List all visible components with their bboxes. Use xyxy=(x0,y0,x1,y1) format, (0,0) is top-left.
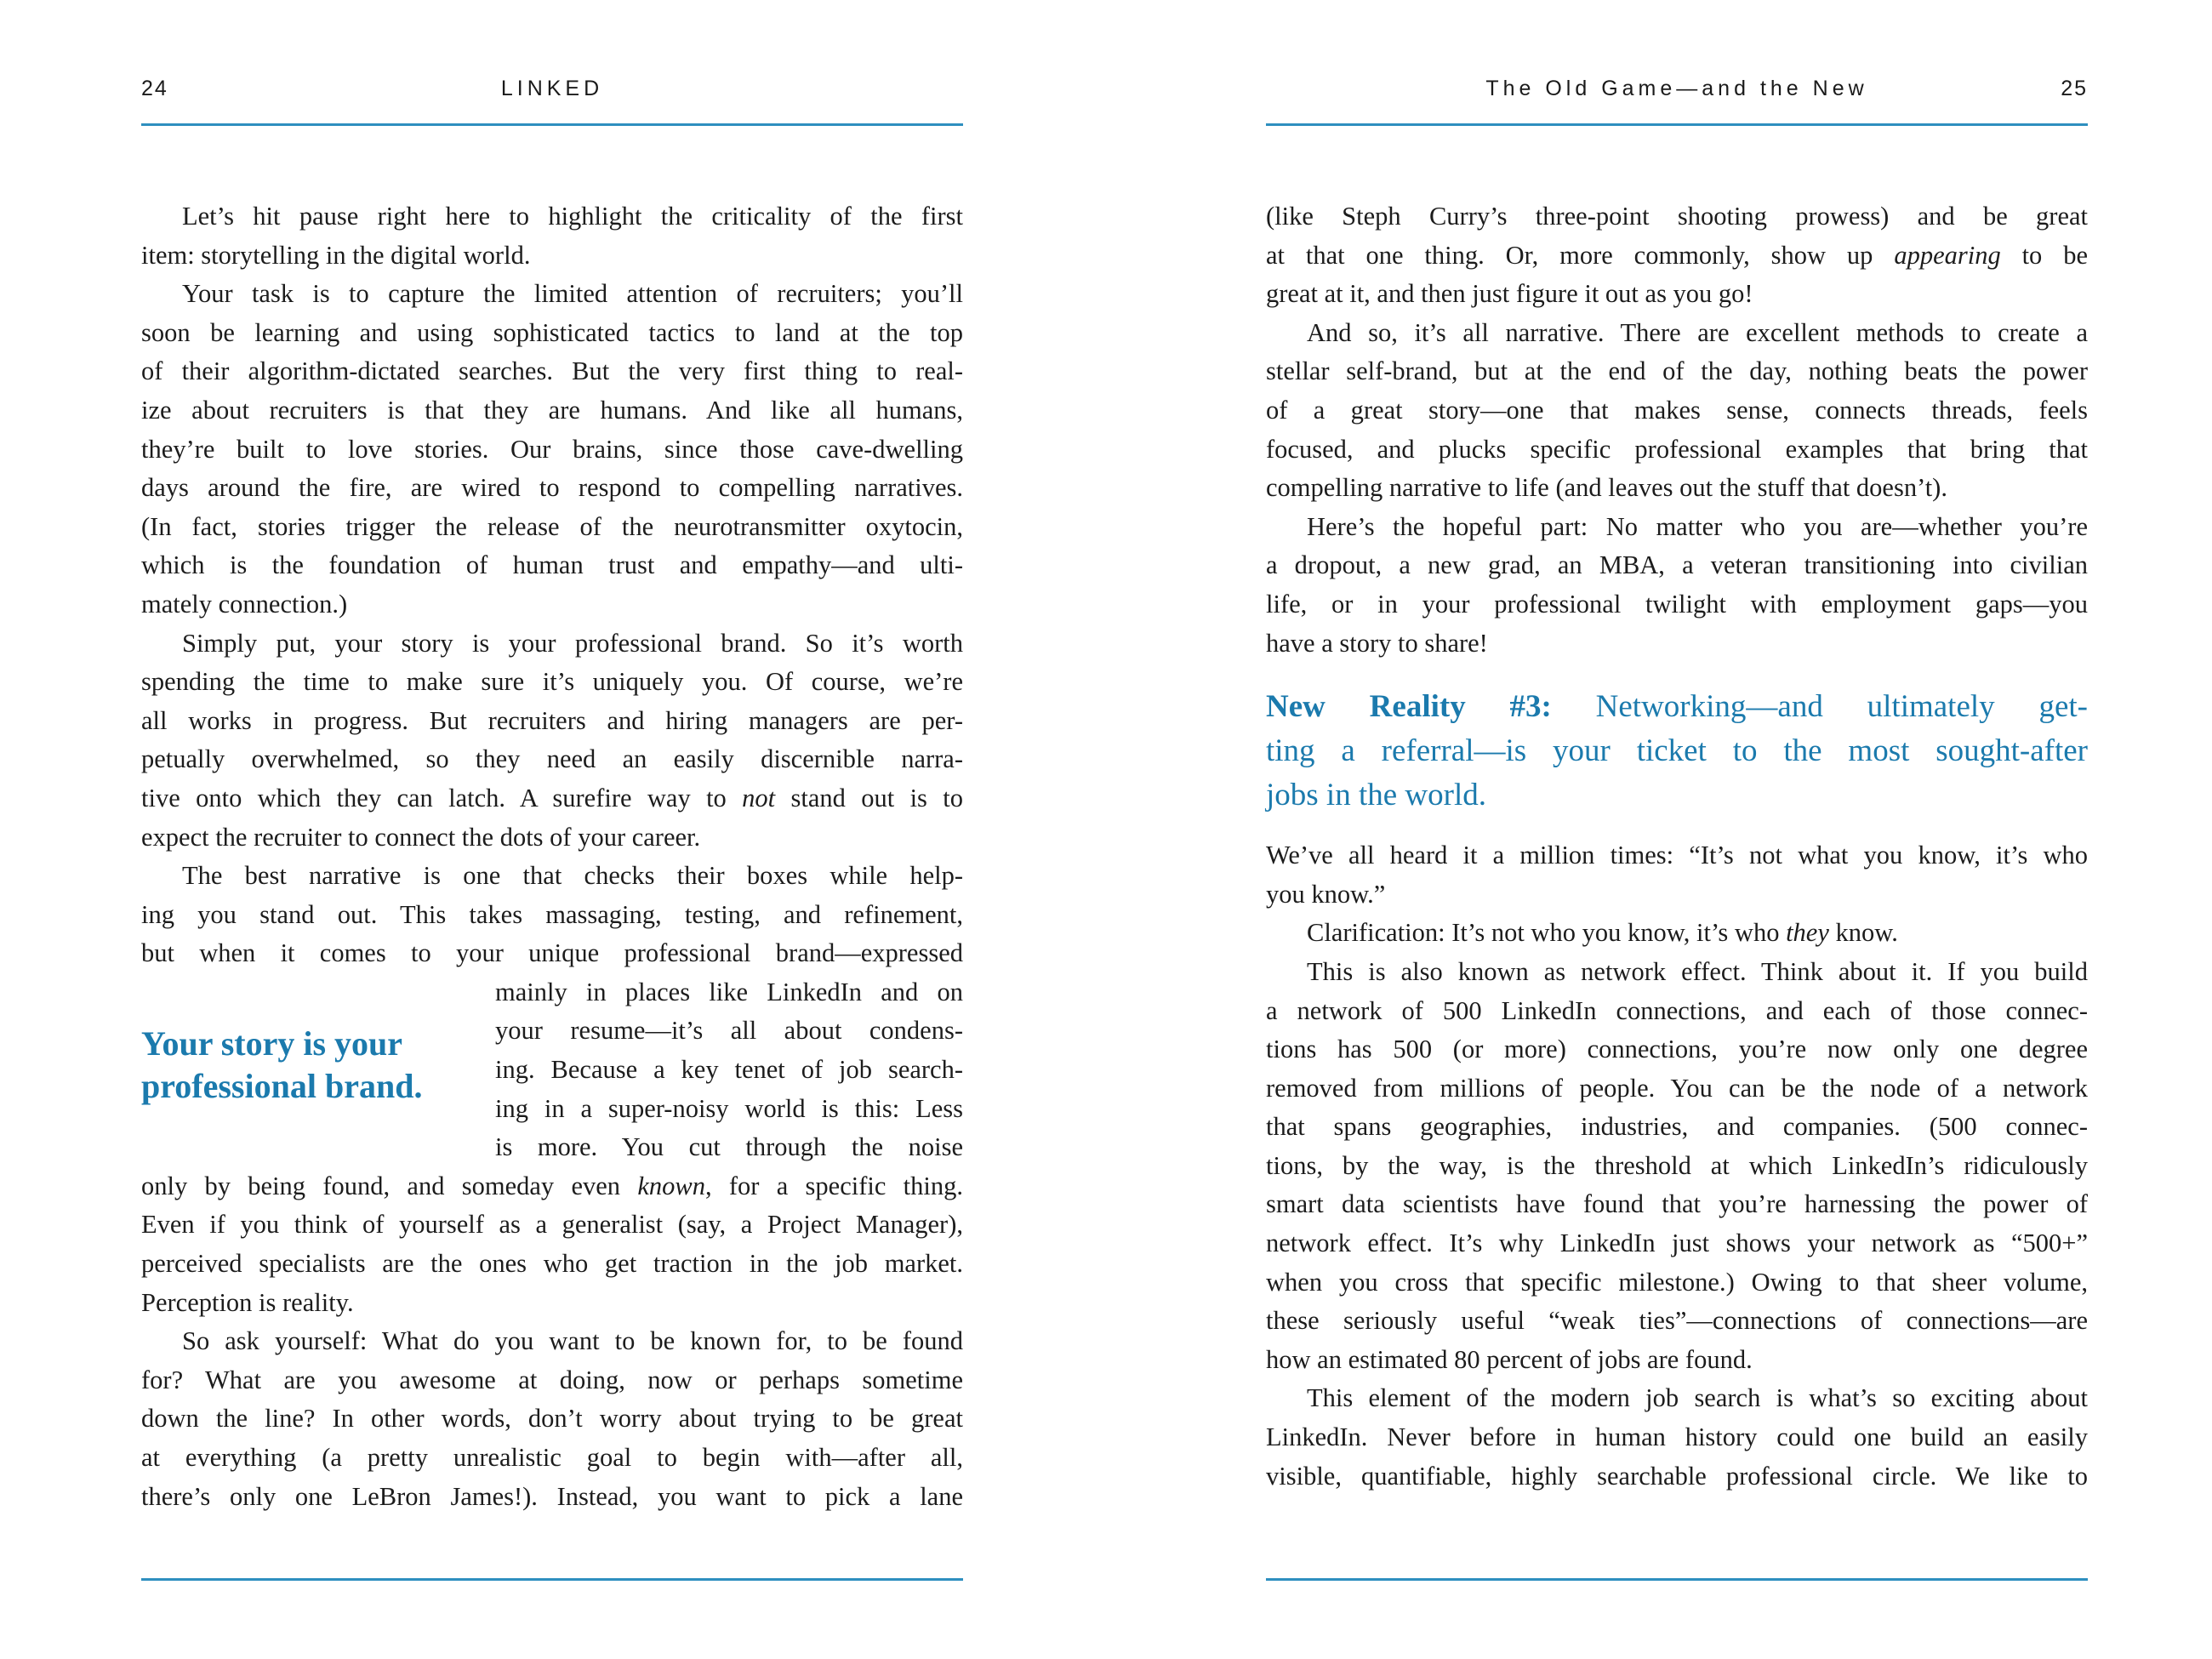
right-page xyxy=(1266,0,2088,1659)
body-line: mately connection.) xyxy=(141,589,348,619)
body-line: a dropout, a new grad, an MBA, a veteran transitioning into civilian xyxy=(1266,550,2088,580)
body-line: that spans geographies, industries, and companies. (500 connec- xyxy=(1266,1112,2088,1142)
body-line: Here’s the hopeful part: No matter who you are—whether you’re xyxy=(1307,511,2088,541)
body-line: ing. Because a key tenet of job search- xyxy=(495,1055,963,1085)
heading-line: ting a referral—is your ticket to the most sought-after xyxy=(1266,733,2088,769)
header-rule-left xyxy=(141,123,963,126)
pull-quote-line: professional brand. xyxy=(141,1066,423,1105)
body-line: how an estimated 80 percent of jobs are found. xyxy=(1266,1344,1753,1374)
body-line: network effect. It’s why LinkedIn just shows your network as “500+” xyxy=(1266,1229,2088,1258)
body-line: Perception is reality. xyxy=(141,1287,354,1317)
body-line: We’ve all heard it a million times: “It’s not what you know, it’s who xyxy=(1266,841,2088,870)
body-line: life, or in your professional twilight with employment gaps—you xyxy=(1266,589,2088,619)
body-line: smart data scientists have found that you’re harnessing the power of xyxy=(1266,1189,2088,1219)
body-line: for? What are you awesome at doing, now or perhaps sometime xyxy=(141,1365,963,1394)
body-line: soon be learning and using sophisticated tactics to land at the top xyxy=(141,317,963,347)
body-line: great at it, and then just figure it out as you go! xyxy=(1266,279,1753,309)
left-page xyxy=(141,0,963,1659)
body-line: but when it comes to your unique professional brand—expressed xyxy=(141,938,963,968)
body-line: tive onto which they can latch. A surefire way to not stand out is to xyxy=(141,783,963,812)
body-line: This is also known as network effect. Think about it. If you build xyxy=(1307,956,2088,986)
heading-line: jobs in the world. xyxy=(1266,778,1486,813)
body-line: which is the foundation of human trust and empathy—and ulti- xyxy=(141,550,963,580)
page-number-right: 25 xyxy=(2061,77,2088,100)
body-line: petually overwhelmed, so they need an easily discernible narra- xyxy=(141,744,963,774)
body-line: compelling narrative to life (and leaves out the stuff that doesn’t). xyxy=(1266,473,1947,503)
running-head-right: The Old Game—and the New xyxy=(1485,77,1868,100)
page-number-left: 24 xyxy=(141,77,168,100)
running-head-left: LINKED xyxy=(500,77,604,100)
body-line: removed from millions of people. You can be the node of a network xyxy=(1266,1073,2088,1103)
body-line: (In fact, stories trigger the release of the neurotransmitter oxytocin, xyxy=(141,511,963,541)
body-line: all works in progress. But recruiters and hiring managers are per- xyxy=(141,705,963,735)
heading-line: New Reality #3: Networking—and ultimately get- xyxy=(1266,689,2088,725)
body-line: tions, by the way, is the threshold at which LinkedIn’s ridiculously xyxy=(1266,1150,2088,1180)
body-line: ize about recruiters is that they are humans. And like all humans, xyxy=(141,395,963,425)
body-line: expect the recruiter to connect the dots of your career. xyxy=(141,822,701,852)
body-line: Even if you think of yourself as a generalist (say, a Project Manager), xyxy=(141,1210,963,1240)
body-line: tions has 500 (or more) connections, you’re now only one degree xyxy=(1266,1035,2088,1064)
body-line: item: storytelling in the digital world. xyxy=(141,240,531,270)
body-line: The best narrative is one that checks their boxes while help- xyxy=(182,861,963,891)
body-line: you know.” xyxy=(1266,879,1386,909)
body-line: down the line? In other words, don’t worry about trying to be great xyxy=(141,1404,963,1434)
body-line: visible, quantifiable, highly searchable professional circle. We like to xyxy=(1266,1461,2088,1491)
body-line: when you cross that specific milestone.) Owing to that sheer volume, xyxy=(1266,1267,2088,1297)
body-line: This element of the modern job search is what’s so exciting about xyxy=(1307,1383,2088,1413)
pull-quote xyxy=(141,973,495,1167)
body-line: of a great story—one that makes sense, connects threads, feels xyxy=(1266,395,2088,425)
body-line: mainly in places like LinkedIn and on xyxy=(495,977,963,1006)
body-line: these seriously useful “weak ties”—connections of connections—are xyxy=(1266,1306,2088,1336)
body-line: days around the fire, are wired to respond to compelling narratives. xyxy=(141,473,963,503)
body-line: have a story to share! xyxy=(1266,628,1488,658)
body-line: of their algorithm-dictated searches. But the very first thing to real- xyxy=(141,356,963,386)
body-line: ing in a super-noisy world is this: Less xyxy=(495,1093,963,1123)
body-line: Simply put, your story is your professional brand. So it’s worth xyxy=(182,628,963,658)
body-line: Let’s hit pause right here to highlight the criticality of the first xyxy=(182,202,963,231)
heading-lead: New Reality #3: xyxy=(1266,689,1552,725)
body-line: LinkedIn. Never before in human history could one build an easily xyxy=(1266,1422,2088,1452)
body-line: only by being found, and someday even known, for a specific thing. xyxy=(141,1171,964,1200)
body-line: Clarification: It’s not who you know, it’s who they know. xyxy=(1307,918,1898,948)
footer-rule-left xyxy=(141,1578,963,1581)
body-line: So ask yourself: What do you want to be known for, to be found xyxy=(182,1326,963,1356)
body-line: your resume—it’s all about condens- xyxy=(495,1016,963,1046)
section-heading xyxy=(1266,685,2088,818)
body-line: ing you stand out. This takes massaging, testing, and refinement, xyxy=(141,899,963,929)
wrapped-text-column xyxy=(495,973,963,1167)
pull-quote-row xyxy=(141,973,963,1167)
body-line: a network of 500 LinkedIn connections, and each of those connec- xyxy=(1266,995,2088,1025)
body-line: at everything (a pretty unrealistic goal to begin with—after all, xyxy=(141,1443,963,1473)
body-line: Your task is to capture the limited attention of recruiters; you’ll xyxy=(182,279,963,309)
body-line: And so, it’s all narrative. There are excellent methods to create a xyxy=(1307,317,2088,347)
body-text-right xyxy=(1266,197,2088,1496)
body-line: stellar self-brand, but at the end of the day, nothing beats the power xyxy=(1266,356,2088,386)
body-line: spending the time to make sure it’s uniquely you. Of course, we’re xyxy=(141,667,963,697)
body-line: focused, and plucks specific professional examples that bring that xyxy=(1266,434,2088,464)
body-line: there’s only one LeBron James!). Instead, you want to pick a lane xyxy=(141,1481,963,1511)
body-text-left xyxy=(141,197,963,1516)
body-line: (like Steph Curry’s three-point shooting prowess) and be great xyxy=(1266,202,2088,231)
pull-quote-line: Your story is your xyxy=(141,1023,403,1063)
footer-rule-right xyxy=(1266,1578,2088,1581)
body-line: perceived specialists are the ones who get traction in the job market. xyxy=(141,1249,963,1279)
body-line: is more. You cut through the noise xyxy=(495,1132,963,1162)
body-line: at that one thing. Or, more commonly, show up appearing to be xyxy=(1266,240,2088,270)
body-line: they’re built to love stories. Our brains, since those cave-dwelling xyxy=(141,434,963,464)
header-rule-right xyxy=(1266,123,2088,126)
